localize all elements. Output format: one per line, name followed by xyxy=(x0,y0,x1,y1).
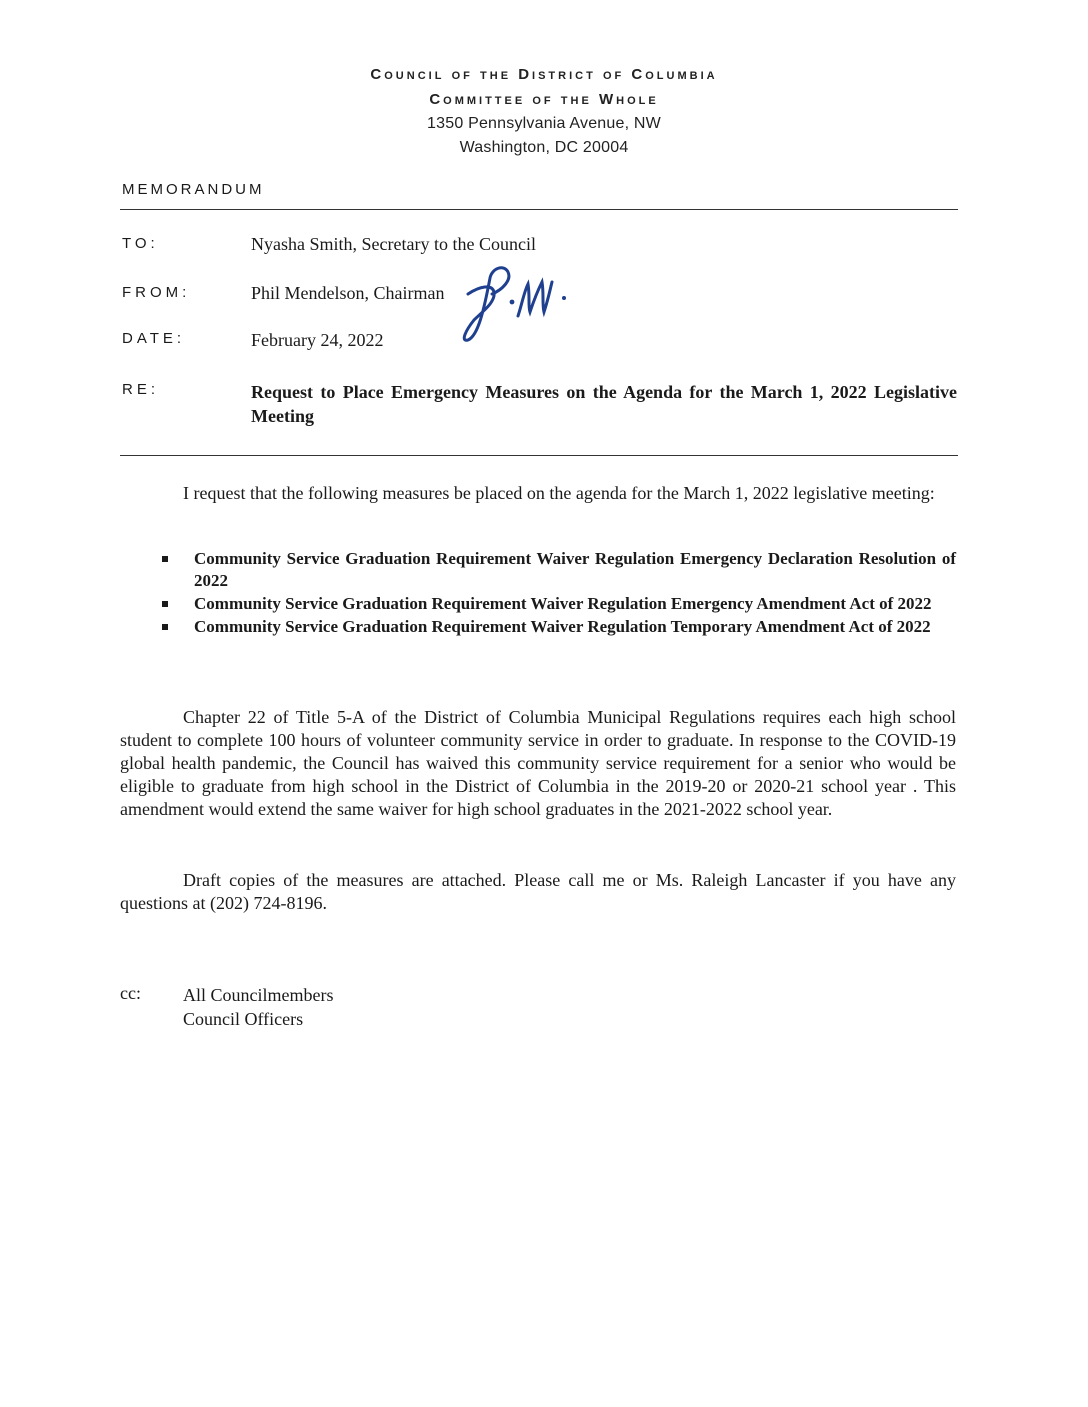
letterhead-street-address: 1350 Pennsylvania Avenue, NW xyxy=(427,115,661,132)
measures-list xyxy=(160,548,956,639)
memorandum-label: MEMORANDUM xyxy=(122,181,265,198)
cc-recipient: Council Officers xyxy=(183,1009,304,1029)
list-item xyxy=(160,616,956,638)
header-top-rule xyxy=(120,209,958,210)
from-label: FROM: xyxy=(122,284,191,301)
list-item xyxy=(160,593,956,615)
date-value: February 24, 2022 xyxy=(251,330,384,350)
letterhead-committee-name: Committee of the Whole xyxy=(429,91,659,108)
letterhead xyxy=(0,62,1088,160)
letterhead-council-name: Council of the District of Columbia xyxy=(370,66,718,83)
to-label: TO: xyxy=(122,235,159,252)
background-paragraph: Chapter 22 of Title 5-A of the District of Columbia Municipal Regulations requires each high school student to complete 100 hours of volunteer community service in order to graduate. In response to the COVID-19 global health pandemic, the Council has waived this community service requirement for a senior who would be eligible to graduate from high school in the District of Columbia in the 2019-20 or 2020-21 school year . This amendment would extend the same waiver for high school graduates in the 2021-2022 school year. xyxy=(120,707,956,819)
re-label: RE: xyxy=(122,381,160,398)
measure-title: Community Service Graduation Requirement Waiver Regulation Temporary Amendment Act of 2022 xyxy=(194,617,931,636)
measure-title: Community Service Graduation Requirement Waiver Regulation Emergency Amendment Act of 2022 xyxy=(194,594,932,613)
letterhead-city-address: Washington, DC 20004 xyxy=(459,139,629,156)
cc-recipients xyxy=(183,983,333,1031)
re-subject: Request to Place Emergency Measures on the Agenda for the March 1, 2022 Legislative Meeting xyxy=(251,382,957,426)
list-item xyxy=(160,548,956,592)
cc-recipient: All Councilmembers xyxy=(183,985,334,1005)
bullet-icon xyxy=(162,556,168,562)
bullet-icon xyxy=(162,624,168,630)
chairman-signature xyxy=(452,258,572,348)
measure-title: Community Service Graduation Requirement Waiver Regulation Emergency Declaration Resolution of 2022 xyxy=(194,549,956,590)
from-value: Phil Mendelson, Chairman xyxy=(251,283,445,303)
bullet-icon xyxy=(162,601,168,607)
to-value: Nyasha Smith, Secretary to the Council xyxy=(251,234,536,254)
cc-label: cc: xyxy=(120,983,141,1003)
date-label: DATE: xyxy=(122,330,186,347)
contact-paragraph: Draft copies of the measures are attached. Please call me or Ms. Raleigh Lancaster if you have any questions at (202) 724-8196. xyxy=(120,870,956,913)
request-paragraph: I request that the following measures be placed on the agenda for the March 1, 2022 legislative meeting: xyxy=(183,483,935,503)
header-bottom-rule xyxy=(120,455,958,456)
